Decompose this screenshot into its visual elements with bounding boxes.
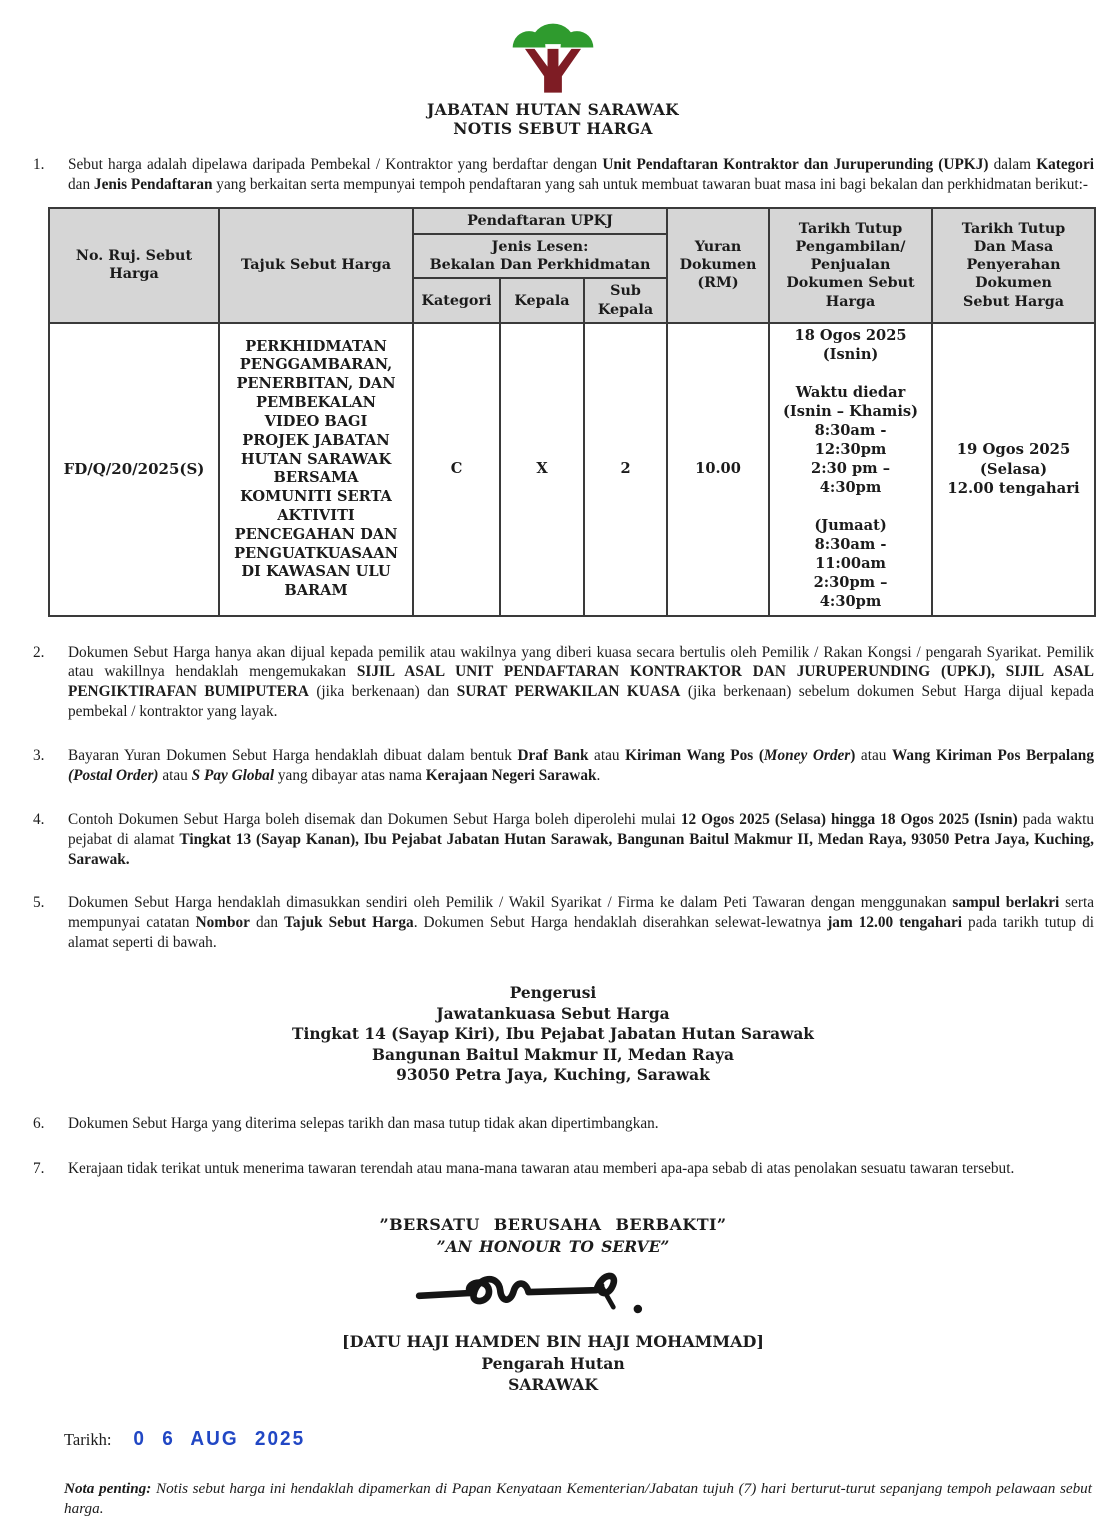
cell-tarikh-penyerahan: 19 Ogos 2025 (Selasa) 12.00 tengahari [932,323,1095,616]
col-header-pendaftaran-upkj: Pendaftaran UPKJ [413,208,667,234]
paragraph-7-text: Kerajaan tidak terikat untuk menerima tawaran terendah atau mana-mana tawaran atau memberi apa-apa sebab di atas penolakan sesuatu tawaran tersebut. [68,1160,1015,1178]
paragraph-1 [0,155,1106,195]
signatory-region: SARAWAK [508,1374,598,1394]
motto-english: ”AN HONOUR TO SERVE” [436,1237,670,1257]
col-header-kepala: Kepala [500,278,584,323]
date-label: Tarikh: [64,1429,112,1449]
cell-sub-kepala: 2 [584,323,667,616]
col-header-yuran: Yuran Dokumen (RM) [667,208,769,323]
cell-yuran: 10.00 [667,323,769,616]
col-header-tarikh-pengambilan: Tarikh Tutup Pengambilan/ Penjualan Dokumen Sebut Harga [769,208,932,323]
paragraph-6 [0,1114,1106,1134]
paragraph-7 [0,1159,1106,1179]
cell-tajuk: PERKHIDMATAN PENGGAMBARAN, PENERBITAN, DAN PEMBEKALAN VIDEO BAGI PROJEK JABATAN HUTAN SARAWAK BERSAMA KOMUNITI SERTA AKTIVITI PENCEGAHAN DAN PENGUATKUASAAN DI KAWASAN ULU BARAM [219,323,413,616]
tender-table-header [49,208,1095,323]
paragraph-1-text: Sebut harga adalah dipelawa daripada Pembekal / Kontraktor yang berdaftar dengan Unit Pendaftaran Kontraktor dan Juruperunding (UPKJ) dalam Kategori dan Jenis Pendaftaran yang berkaitan serta mempunyai tempoh pendaftaran yang sah untuk membuat tawaran buat masa ini bagi bekalan dan perkhidmatan berikut:- [68,155,1094,193]
paragraph-3 [0,746,1106,786]
motto-block [0,1215,1106,1256]
motto-malay: ”BERSATU BERUSAHA BERBAKTI” [379,1215,727,1235]
paragraph-7-number: 7. [33,1160,45,1178]
col-header-tajuk: Tajuk Sebut Harga [219,208,413,323]
paragraph-5 [0,893,1106,953]
signatory-name: [DATU HAJI HAMDEN BIN HAJI MOHAMMAD] [342,1332,764,1352]
forest-department-tree-icon [497,12,609,94]
paragraph-4-number: 4. [33,810,45,828]
signatory-block [0,1331,1106,1395]
paragraph-2-number: 2. [33,643,45,661]
agency-name: JABATAN HUTAN SARAWAK [427,100,679,119]
paragraph-4-text: Contoh Dokumen Sebut Harga boleh disemak dan Dokumen Sebut Harga boleh diperolehi mulai 12 Ogos 2025 (Selasa) hingga 18 Ogos 2025 (Isnin) pada waktu pejabat di alamat Tingkat 13 (Sayap Kanan), Ibu Pejabat Jabatan Hutan Sarawak, Bangunan Baitul Makmur II, Medan Raya, 93050 Petra Jaya, Kuching, Sarawak. [68,810,1094,868]
tender-table-row [49,323,1095,616]
col-header-no-ruj: No. Ruj. Sebut Harga [49,208,219,323]
paragraph-1-number: 1. [33,155,45,173]
paragraph-3-text: Bayaran Yuran Dokumen Sebut Harga hendaklah dibuat dalam bentuk Draf Bank atau Kiriman Wang Pos (Money Order) atau Wang Kiriman Pos Berpalang (Postal Order) atau S Pay Global yang dibayar atas nama Kerajaan Negeri Sarawak. [68,747,1094,784]
col-header-jenis-lesen: Jenis Lesen: Bekalan Dan Perkhidmatan [413,234,667,279]
date-row [64,1429,1106,1451]
paragraph-3-number: 3. [33,747,45,765]
paragraph-2-text: Dokumen Sebut Harga hanya akan dijual kepada pemilik atau wakilnya yang diberi kuasa secara bertulis oleh Pemilik / Rakan Kongsi / pengarah Syarikat. Pemilik atau wakillnya hendaklah mengemukakan SIJIL ASAL UNIT PENDAFTARAN KONTRAKTOR DAN JURUPERUNDING (UPKJ), SIJIL ASAL PENGIKTIRAFAN BUMIPUTERA (jika berkenaan) dan SURAT PERWAKILAN KUASA (jika berkenaan) sebelum dokumen Sebut Harga dijual kepada pembekal / kontraktor yang layak. [68,643,1094,721]
signatory-title: Pengarah Hutan [481,1353,625,1373]
cell-kepala: X [500,323,584,616]
col-header-sub-kepala: Sub Kepala [584,278,667,323]
paragraph-5-number: 5. [33,894,45,912]
important-note: Nota penting: Notis sebut harga ini hendaklah dipamerkan di Papan Kenyataan Kementerian/Jabatan tujuh (7) hari berturut-turut sepanjang tempoh pelawaan sebut harga. [64,1479,1092,1518]
date-stamp: 0 6 AUG 2025 [133,1428,306,1451]
cell-tarikh-pengambilan: 18 Ogos 2025 (Isnin) Waktu diedar (Isnin – Khamis) 8:30am - 12:30pm 2:30 pm – 4:30pm (Jumaat) 8:30am - 11:00am 2:30pm – 4:30pm [769,323,932,616]
paragraph-2 [0,643,1106,723]
paragraph-6-number: 6. [33,1114,45,1132]
col-header-tarikh-penyerahan: Tarikh Tutup Dan Masa Penyerahan Dokumen Sebut Harga [932,208,1095,323]
notice-type: NOTIS SEBUT HARGA [453,118,653,138]
submission-address-block: Pengerusi Jawatankuasa Sebut Harga Tingkat 14 (Sayap Kiri), Ibu Pejabat Jabatan Hutan Sarawak Bangunan Baitul Makmur II, Medan Raya 93050 Petra Jaya, Kuching, Sarawak [292,984,814,1085]
paragraph-6-text: Dokumen Sebut Harga yang diterima selepas tarikh dan masa tutup tidak akan dipertimbangkan. [68,1114,659,1132]
signature-container [0,1260,1106,1331]
document-title [0,101,1106,139]
tender-table [48,207,1096,617]
paragraph-5-text: Dokumen Sebut Harga hendaklah dimasukkan sendiri oleh Pemilik / Wakil Syarikat / Firma ke dalam Peti Tawaran dengan menggunakan sampul berlakri serta mempunyai catatan Nombor dan Tajuk Sebut Harga. Dokumen Sebut Harga hendaklah diserahkan selewat-lewatnya jam 12.00 tengahari pada tarikh tutup di alamat seperti di bawah. [68,894,1094,952]
logo-container [0,12,1106,99]
col-header-kategori: Kategori [413,278,500,323]
paragraph-4 [0,810,1106,870]
cell-no-ruj: FD/Q/20/2025(S) [49,323,219,616]
signature-scribble [403,1260,703,1326]
cell-kategori: C [413,323,500,616]
